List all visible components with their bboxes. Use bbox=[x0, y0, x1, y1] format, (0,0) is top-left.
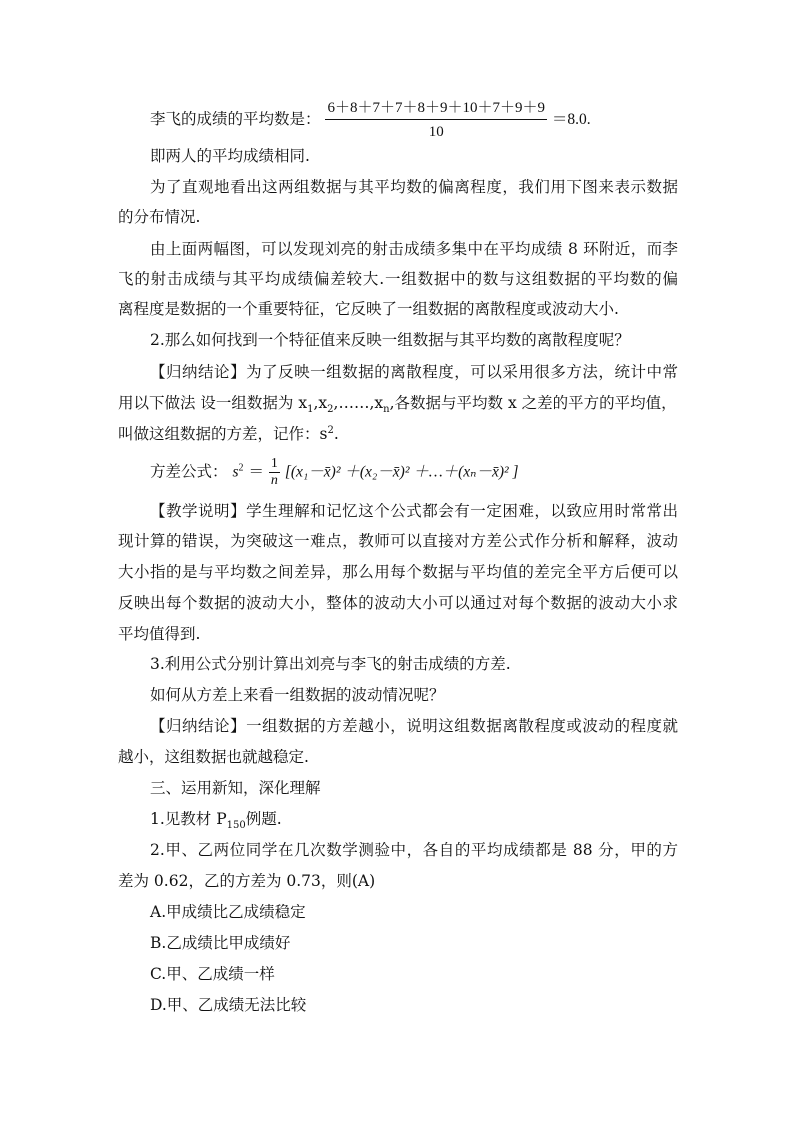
paragraph-intuitive-line2: 的分布情况. bbox=[118, 208, 201, 226]
question-2: 2.那么如何找到一个特征值来反映一组数据与其平均数的离散程度呢？ bbox=[150, 331, 630, 349]
average-numerator: 6＋8＋7＋7＋8＋9＋10＋7＋9＋9 bbox=[325, 98, 547, 120]
conclusion-line1: 【归纳结论】为了反映一组数据的离散程度，可以采用很多方法，统计中常 bbox=[150, 363, 678, 381]
average-prefix: 李飞的成绩的平均数是： bbox=[150, 110, 321, 128]
task-3: 3.利用公式分别计算出刘亮与李飞的射击成绩的方差. bbox=[150, 655, 511, 673]
teaching-note-line3: 大小指的是与平均数之间差异，那么用每个数据与平均值的差完全平方后便可以 bbox=[118, 563, 678, 581]
exercise-1-text: 1.见教材 P bbox=[150, 810, 227, 828]
paragraph-intuitive-line1: 为了直观地看出这两组数据与其平均数的偏离程度，我们用下图来表示数据 bbox=[150, 178, 678, 196]
formula-frac-den: n bbox=[270, 473, 278, 488]
exercise-2-line2: 差为 0.62，乙的方差为 0.73，则(A) bbox=[118, 872, 376, 890]
variance-formula-line bbox=[150, 456, 519, 489]
average-formula-line bbox=[150, 98, 591, 142]
paragraph-observation-line1: 由上面两幅图，可以发现刘亮的射击成绩多集中在平均成绩 8 环附近，而李 bbox=[150, 240, 678, 258]
option-b: B.乙成绩比甲成绩好 bbox=[150, 934, 291, 952]
exercise-1 bbox=[150, 804, 282, 834]
conclusion-text-b: ,x bbox=[313, 394, 328, 412]
formula-body: [(x₁－x̄)² ＋(x₂－x̄)² ＋…＋(xₙ－x̄)² ] bbox=[284, 463, 519, 481]
variance-notation-text: 叫做这组数据的方差，记作：s bbox=[118, 425, 328, 443]
formula-lhs: s bbox=[232, 463, 239, 481]
formula-frac-num: 1 bbox=[270, 456, 278, 471]
question-variance: 如何从方差上来看一组数据的波动情况呢？ bbox=[150, 686, 445, 704]
exercise-1-suffix: 例题. bbox=[245, 810, 282, 828]
conclusion-text-d: ,各数据与平均数 x 之差的平方的平均值， bbox=[389, 394, 677, 412]
formula-label: 方差公式： bbox=[150, 462, 228, 481]
conclusion-line3 bbox=[118, 419, 339, 449]
subscript-n: n bbox=[383, 404, 390, 416]
conclusion2-line1: 【归纳结论】一组数据的方差越小，说明这组数据离散程度或波动的程度就 bbox=[150, 717, 678, 735]
conclusion-text-a: 用以下做法 设一组数据为 x bbox=[118, 394, 308, 412]
variance-notation-period: . bbox=[333, 425, 339, 443]
teaching-note-line1: 【教学说明】学生理解和记忆这个公式都会有一定困难，以致应用时常常出 bbox=[150, 502, 678, 520]
paragraph-observation-line2: 飞的射击成绩与其平均成绩偏差较大.一组数据中的数与这组数据的平均数的偏 bbox=[118, 270, 678, 288]
option-c: C.甲、乙成绩一样 bbox=[150, 965, 275, 983]
subscript-2: 2 bbox=[327, 404, 334, 416]
page-subscript: 150 bbox=[226, 820, 246, 832]
average-denominator: 10 bbox=[428, 124, 444, 140]
teaching-note-line5: 平均值得到. bbox=[118, 625, 201, 643]
paragraph-observation-line3: 离程度是数据的一个重要特征，它反映了一组数据的离散程度或波动大小. bbox=[118, 300, 619, 318]
average-result: ＝8.0. bbox=[551, 111, 591, 128]
conclusion2-line2: 越小，这组数据也就越稳定. bbox=[118, 748, 309, 766]
conclusion-line2 bbox=[118, 388, 677, 418]
formula-equals: ＝ bbox=[248, 463, 264, 481]
superscript-2: 2 bbox=[327, 424, 334, 436]
exercise-2-line1: 2.甲、乙两位同学在几次数学测验中，各自的平均成绩都是 88 分，甲的方 bbox=[150, 841, 678, 859]
teaching-note-line4: 反映出每个数据的波动大小，整体的波动大小可以通过对每个数据的波动大小求 bbox=[118, 594, 678, 612]
option-a: A.甲成绩比乙成绩稳定 bbox=[150, 903, 306, 921]
formula-fraction bbox=[269, 456, 280, 489]
subscript-1: 1 bbox=[307, 404, 314, 416]
teaching-note-line2: 现计算的错误，为突破这一难点，教师可以直接对方差公式作分析和解释，波动 bbox=[118, 532, 678, 550]
section-heading-3: 三、运用新知，深化理解 bbox=[150, 779, 321, 797]
conclusion-text-c: ,……,x bbox=[333, 394, 384, 412]
formula-lhs-sup: 2 bbox=[238, 462, 244, 474]
average-fraction bbox=[325, 98, 547, 142]
option-d: D.甲、乙成绩无法比较 bbox=[150, 996, 307, 1014]
paragraph-same-average: 即两人的平均成绩相同. bbox=[150, 147, 310, 165]
